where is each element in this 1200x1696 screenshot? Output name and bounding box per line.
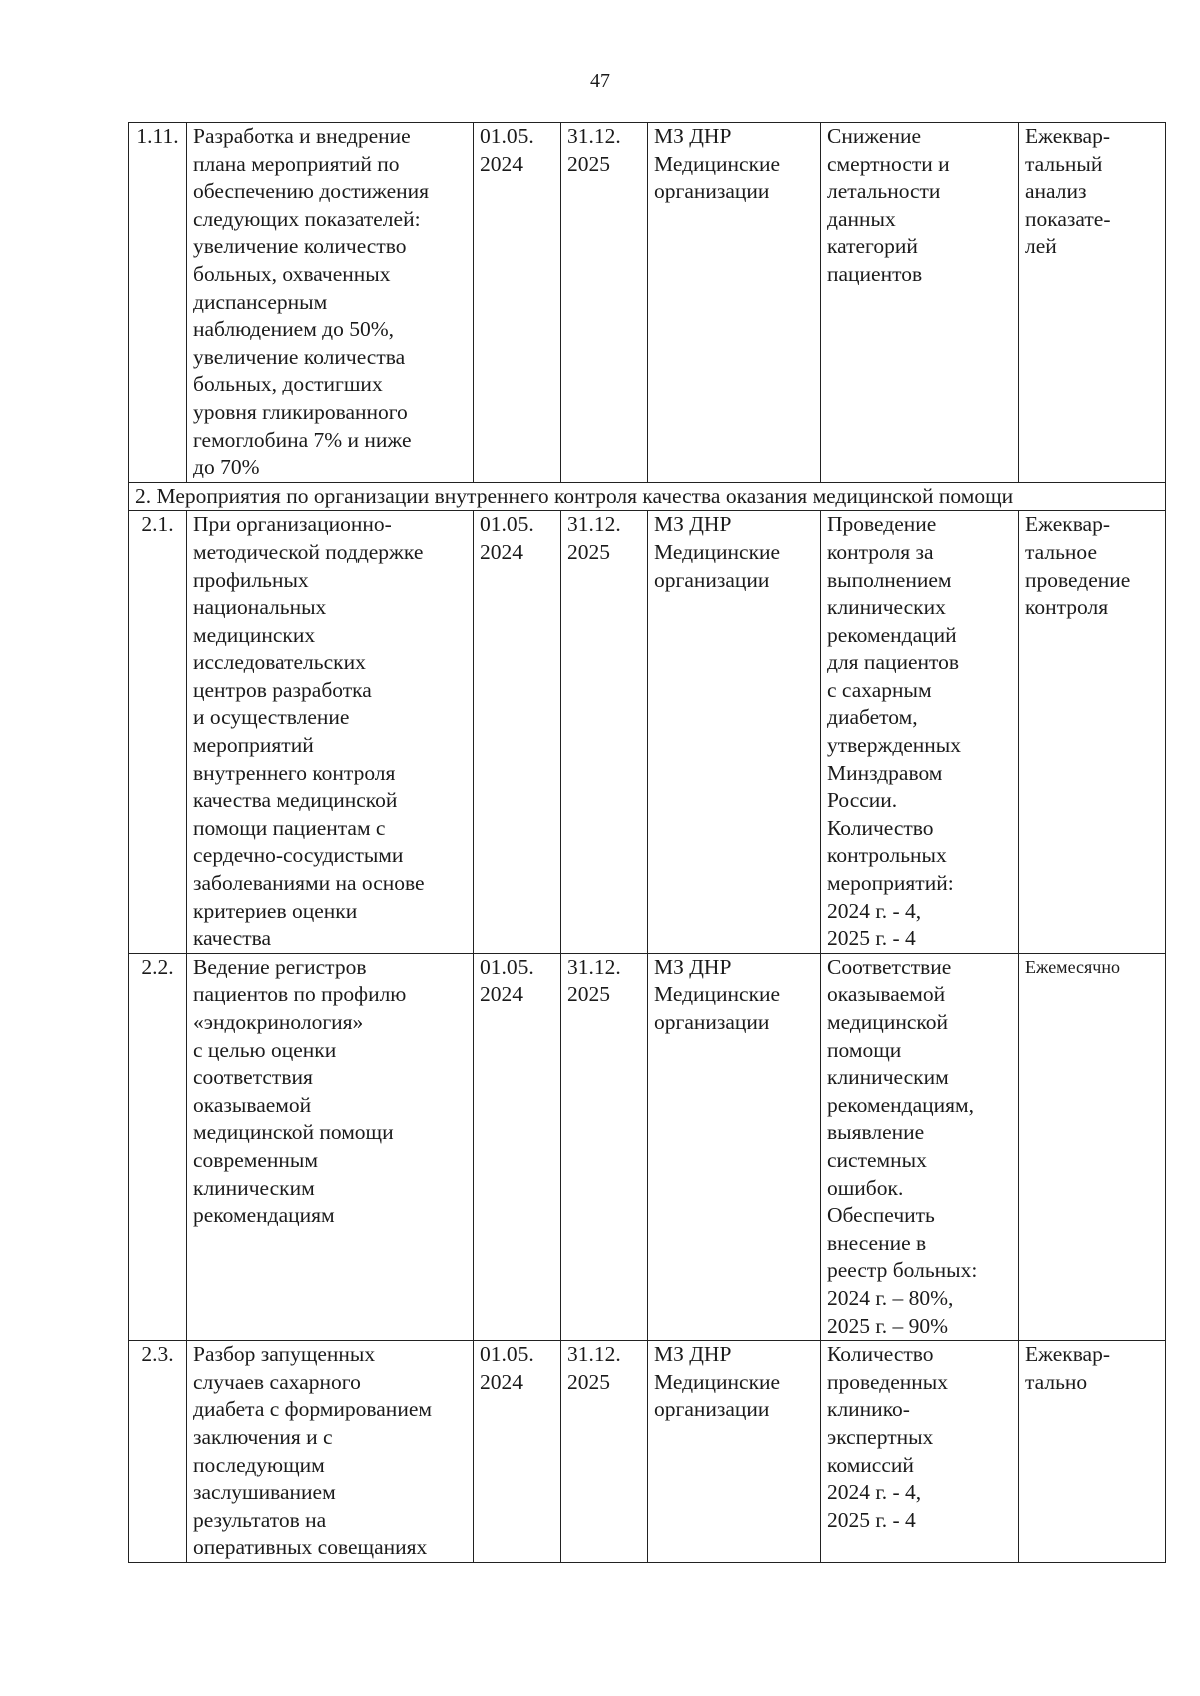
executor-cell: МЗ ДНР Медицинские организации [648,511,821,954]
result-cell: Количество проведенных клинико- экспертных комиссий 2024 г. - 4, 2025 г. - 4 [821,1341,1019,1563]
end-date-cell: 31.12. 2025 [561,953,648,1340]
executor-cell: МЗ ДНР Медицинские организации [648,953,821,1340]
table-row [129,511,1166,954]
result-cell: Соответствие оказываемой медицинской помощи клиническим рекомендациям, выявление системных ошибок. Обеспечить внесение в реестр больных: 2024 г. – 80%, 2025 г. – 90% [821,953,1019,1340]
result-cell: Снижение смертности и летальности данных категорий пациентов [821,123,1019,483]
page-number: 47 [590,70,610,92]
control-cell: Ежеквар- тальное проведение контроля [1019,511,1166,954]
start-date-cell: 01.05. 2024 [474,123,561,483]
end-date-cell: 31.12. 2025 [561,123,648,483]
end-date-cell: 31.12. 2025 [561,511,648,954]
row-number: 2.3. [129,1341,187,1563]
end-date-cell: 31.12. 2025 [561,1341,648,1563]
control-cell: Ежеквар- тальный анализ показате- лей [1019,123,1166,483]
activity-cell: Ведение регистров пациентов по профилю «эндокринология» с целью оценки соответствия оказываемой медицинской помощи современным клиническим рекомендациям [187,953,474,1340]
control-cell: Ежемесячно [1019,953,1166,1340]
section-title: 2. Мероприятия по организации внутреннего контроля качества оказания медицинской помощи [129,482,1166,511]
executor-cell: МЗ ДНР Медицинские организации [648,123,821,483]
result-cell: Проведение контроля за выполнением клинических рекомендаций для пациентов с сахарным диабетом, утвержденных Минздравом России. Количество контрольных мероприятий: 2024 г. - 4, 2025 г. - 4 [821,511,1019,954]
start-date-cell: 01.05. 2024 [474,511,561,954]
control-cell: Ежеквар- тально [1019,1341,1166,1563]
table-row [129,123,1166,483]
start-date-cell: 01.05. 2024 [474,953,561,1340]
executor-cell: МЗ ДНР Медицинские организации [648,1341,821,1563]
start-date-cell: 01.05. 2024 [474,1341,561,1563]
table-row [129,1341,1166,1563]
row-number: 2.1. [129,511,187,954]
activity-cell: При организационно- методической поддержке профильных национальных медицинских исследовательских центров разработка и осуществление мероприятий внутреннего контроля качества медицинской помощи пациентам с сердечно-сосудистыми заболеваниями на основе критериев оценки качества [187,511,474,954]
table-row [129,953,1166,1340]
row-number: 2.2. [129,953,187,1340]
activity-cell: Разработка и внедрение плана мероприятий по обеспечению достижения следующих показателей: увеличение количество больных, охваченных диспансерным наблюдением до 50%, увеличение количества больных, достигших уровня гликированного гемоглобина 7% и ниже до 70% [187,123,474,483]
activity-cell: Разбор запущенных случаев сахарного диабета с формированием заключения и с последующим заслушиванием результатов на оперативных совещаниях [187,1341,474,1563]
activity-plan-table [128,122,1166,1563]
row-number: 1.11. [129,123,187,483]
section-header-row [129,482,1166,511]
